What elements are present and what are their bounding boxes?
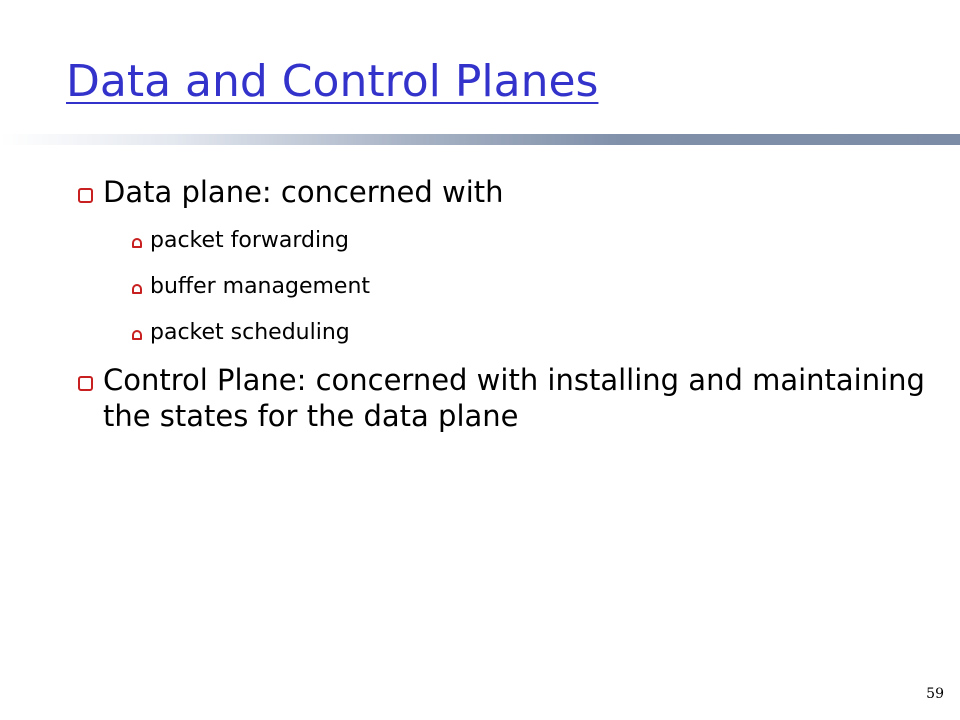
bullet-text: Control Plane: concerned with installing and maintaining the states for the data plane bbox=[103, 363, 925, 433]
round-bullet-icon bbox=[132, 284, 142, 294]
sub-bullet-text: buffer management bbox=[150, 274, 371, 299]
sub-bullet-packet-scheduling bbox=[132, 320, 928, 346]
sub-bullet-text: packet scheduling bbox=[150, 320, 350, 345]
square-bullet-icon bbox=[78, 188, 93, 203]
round-bullet-icon bbox=[132, 330, 142, 340]
sub-bullet-packet-forwarding bbox=[132, 228, 928, 254]
round-bullet-icon bbox=[132, 238, 142, 248]
page-number: 59 bbox=[926, 686, 944, 702]
sub-bullet-buffer-management bbox=[132, 274, 928, 300]
bullet-data-plane bbox=[78, 174, 928, 210]
slide-body bbox=[78, 174, 928, 434]
square-bullet-icon bbox=[78, 376, 93, 391]
sub-bullet-text: packet forwarding bbox=[150, 228, 350, 253]
slide-title[interactable]: Data and Control Planes bbox=[66, 56, 599, 107]
bullet-text: Data plane: concerned with bbox=[103, 175, 504, 209]
title-divider bbox=[0, 134, 960, 145]
bullet-control-plane bbox=[78, 362, 928, 434]
